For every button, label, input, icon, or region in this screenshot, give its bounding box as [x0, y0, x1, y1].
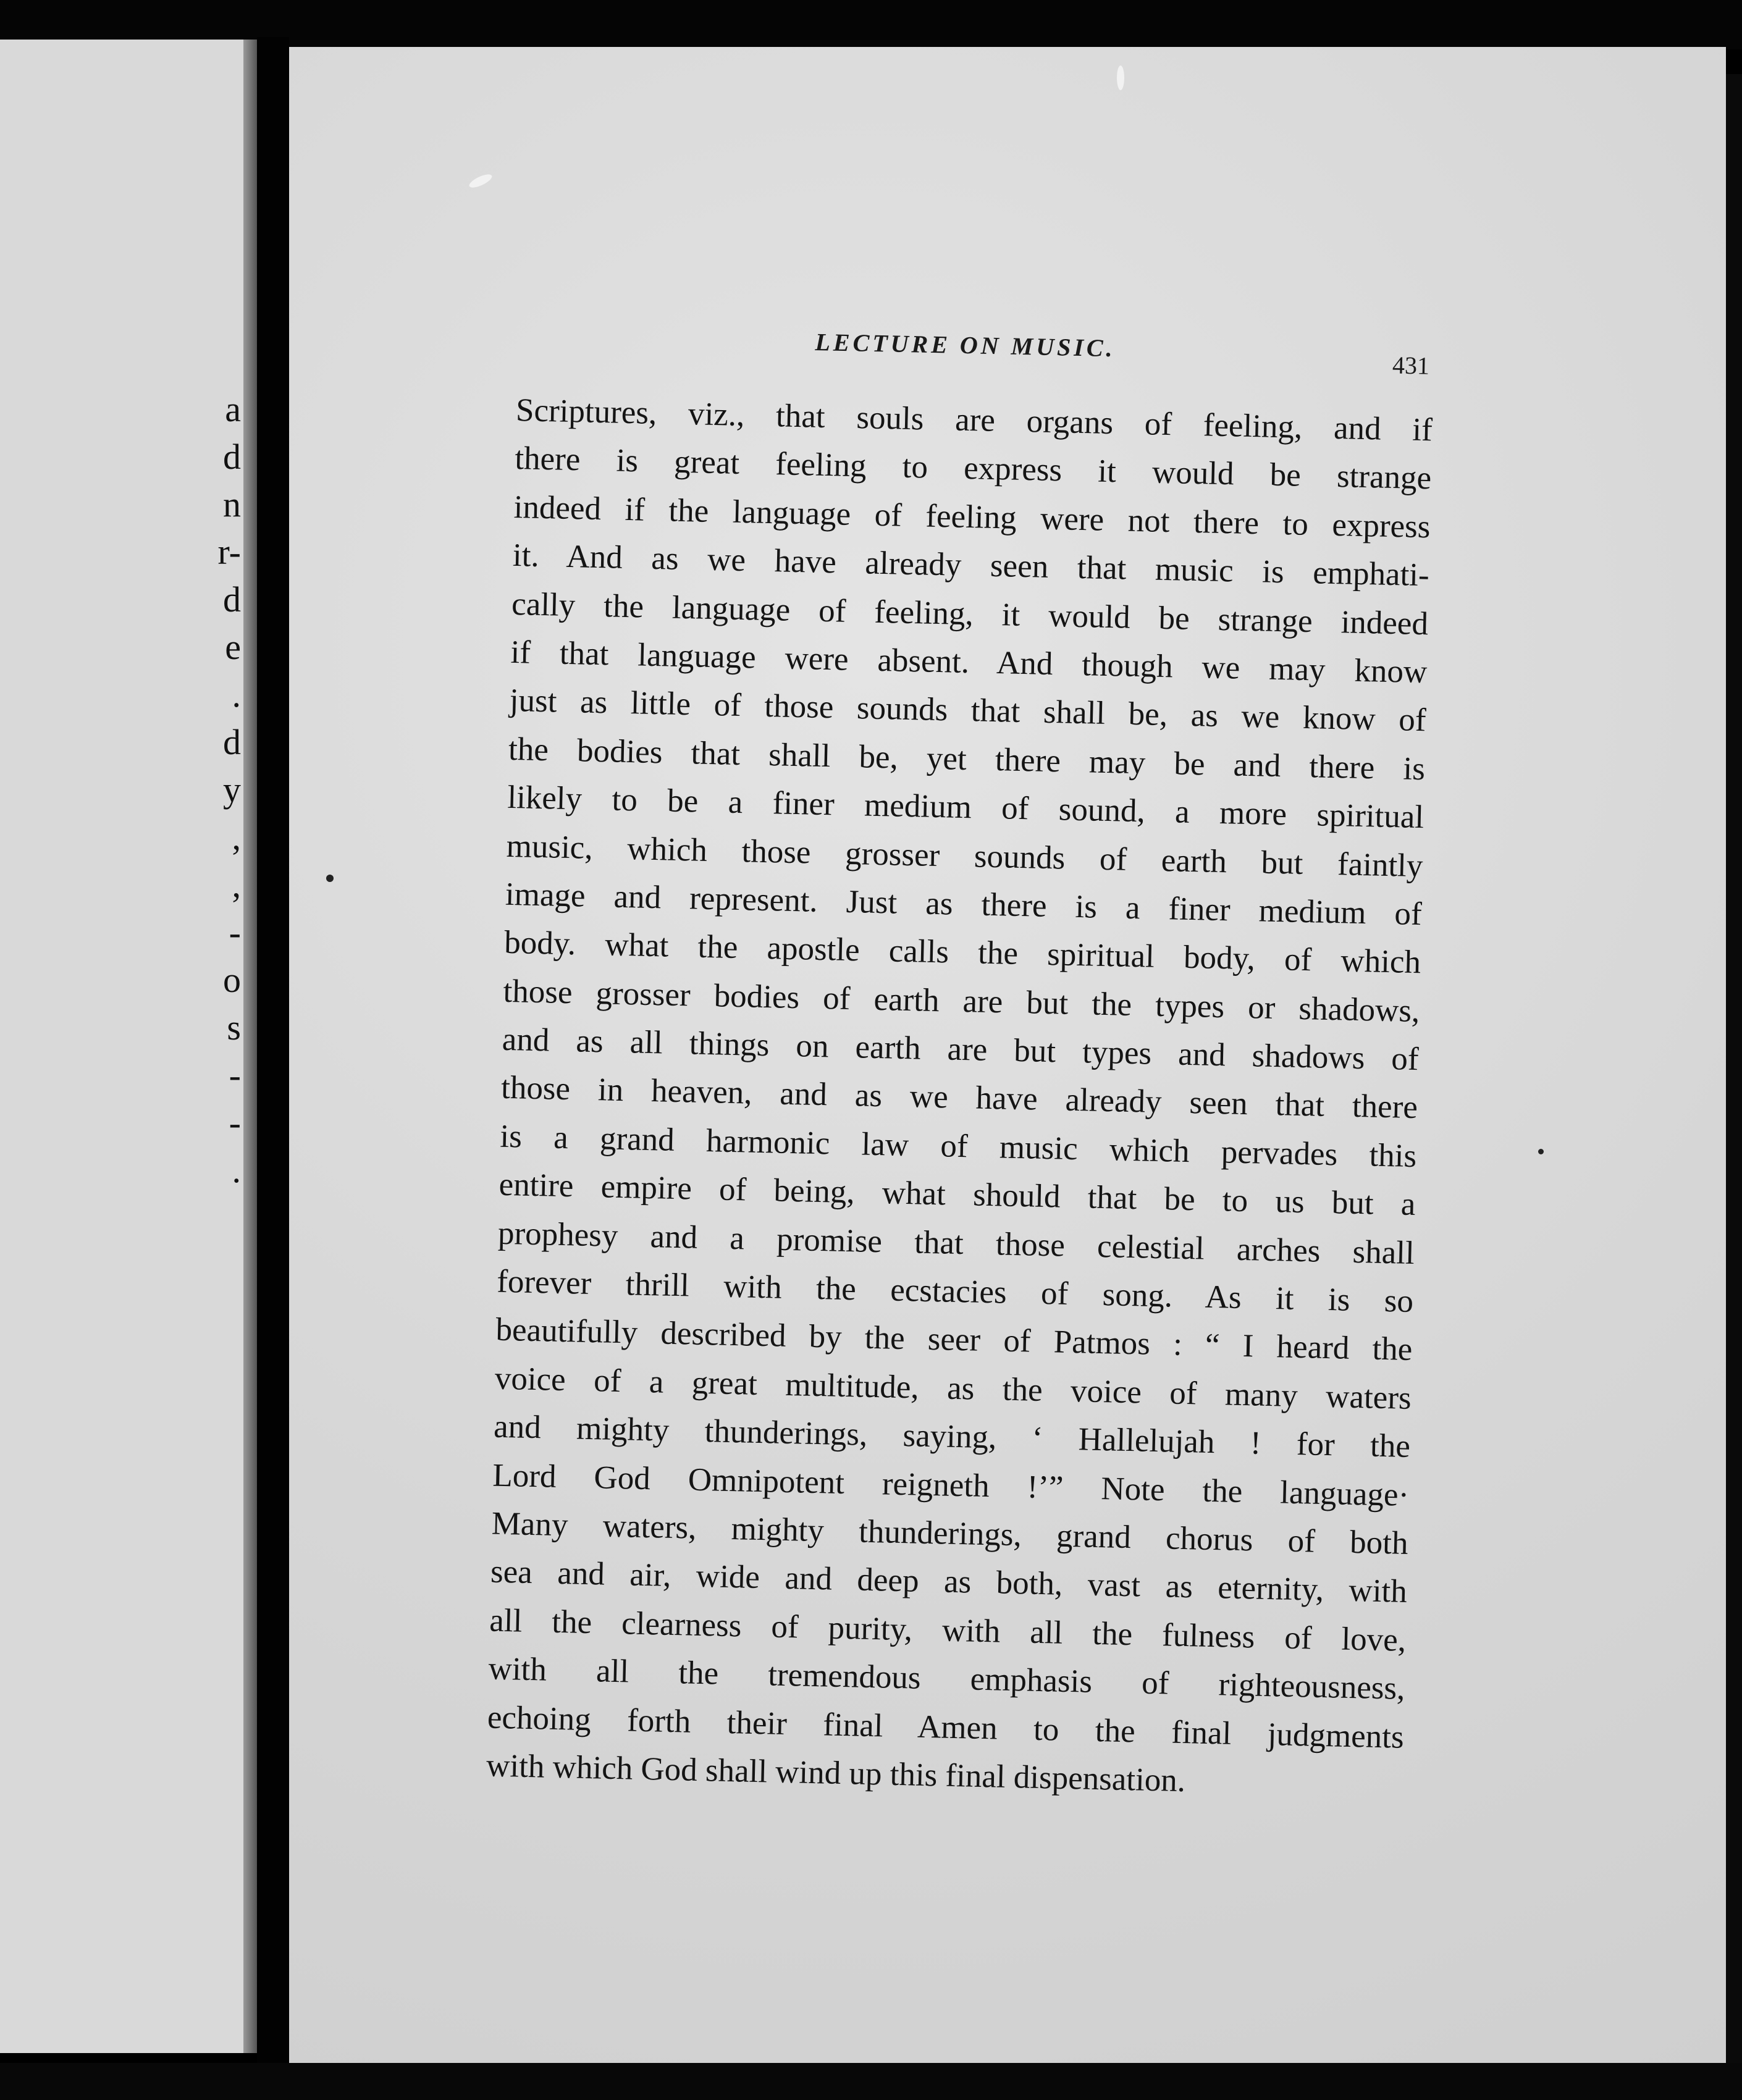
- fragment-line: ,: [232, 817, 241, 857]
- fragment-line: e: [225, 627, 241, 667]
- text-line: body. what the apostle calls the spiritual body, of which: [503, 925, 1421, 981]
- fragment-line: s: [227, 1007, 241, 1048]
- fragment-line: a: [225, 389, 241, 429]
- text-line: there is great feeling to express it would be strange: [514, 440, 1432, 497]
- text-line: Many waters, mighty thunderings, grand chorus of both: [491, 1505, 1409, 1561]
- fragment-line: y: [223, 770, 241, 810]
- text-line: if that language were absent. And though we may know: [510, 634, 1428, 691]
- text-line: those in heaven, and as we have already seen that there: [500, 1070, 1418, 1126]
- text-line: sea and air, wide and deep as both, vast as eternity, with: [490, 1553, 1408, 1610]
- text-line: likely to be a finer medium of sound, a more spiritual: [507, 779, 1424, 836]
- fragment-line: d: [223, 722, 241, 762]
- text-line: with which God shall wind up this final dispensation.: [486, 1747, 1186, 1799]
- paper-blemish: [326, 875, 334, 882]
- scan-right-border: [1726, 74, 1742, 2088]
- text-line: Lord God Omnipotent reigneth !’” Note the language·: [492, 1457, 1410, 1513]
- text-line: beautifully described by the seer of Patmos : “ I heard the: [495, 1312, 1413, 1368]
- text-line: prophesy and a promise that those celestial arches shall: [497, 1215, 1415, 1271]
- text-line: just as little of those sounds that shall be, as we know of: [509, 682, 1427, 739]
- paper-blemish: [1538, 1149, 1544, 1154]
- page-number: 431: [1392, 351, 1430, 380]
- fragment-line: ,: [232, 865, 241, 905]
- text-line: music, which those grosser sounds of earth but faintly: [506, 828, 1424, 884]
- text-line: all the clearness of purity, with all the fulness of love,: [489, 1602, 1407, 1658]
- fragment-line: .: [232, 1150, 241, 1190]
- text-line: entire empire of being, what should that be to us but a: [499, 1166, 1416, 1223]
- body-text: [486, 386, 1433, 1810]
- binding-shadow: [243, 40, 257, 2053]
- previous-page-edge: [0, 40, 257, 2053]
- paper-blemish: [468, 172, 494, 190]
- text-line: Scriptures, viz., that souls are organs of feeling, and if: [515, 392, 1433, 448]
- fragment-line: -: [229, 1055, 241, 1095]
- text-line: cally the language of feeling, it would be strange indeed: [511, 586, 1429, 642]
- fragment-line: d: [223, 579, 241, 620]
- fragment-line: o: [223, 960, 241, 1000]
- paper-blemish: [1117, 65, 1124, 90]
- fragment-line: n: [223, 484, 241, 524]
- book-gutter: [257, 37, 289, 2069]
- fragment-line: -: [229, 1102, 241, 1143]
- text-line: the bodies that shall be, yet there may be and there is: [508, 731, 1426, 787]
- text-line: voice of a great multitude, as the voice of many waters: [494, 1360, 1412, 1416]
- text-line: indeed if the language of feeling were not there to express: [513, 489, 1431, 545]
- fragment-line: r-: [217, 532, 241, 572]
- text-line: forever thrill with the ecstacies of song. As it is so: [496, 1263, 1414, 1320]
- fragment-line: -: [229, 912, 241, 952]
- text-line: with all the tremendous emphasis of righteousness,: [488, 1650, 1405, 1707]
- scan-bottom-border: [0, 2063, 1742, 2100]
- previous-page-text-fragments: [204, 385, 241, 1194]
- text-line: echoing forth their final Amen to the final judgments: [487, 1699, 1405, 1755]
- text-line: it. And as we have already seen that music is emphati-: [512, 537, 1430, 594]
- text-line: and mighty thunderings, saying, ‘ Hallelujah ! for the: [493, 1408, 1411, 1465]
- running-head: LECTURE ON MUSIC.: [815, 327, 1116, 363]
- text-line: and as all things on earth are but types and shadows of: [502, 1021, 1420, 1078]
- fragment-line: .: [232, 674, 241, 715]
- fragment-line: d: [223, 437, 241, 477]
- text-line: is a grand harmonic law of music which pervades this: [499, 1118, 1417, 1174]
- text-line: image and represent. Just as there is a finer medium of: [505, 876, 1423, 933]
- text-line: those grosser bodies of earth are but the types or shadows,: [502, 973, 1420, 1029]
